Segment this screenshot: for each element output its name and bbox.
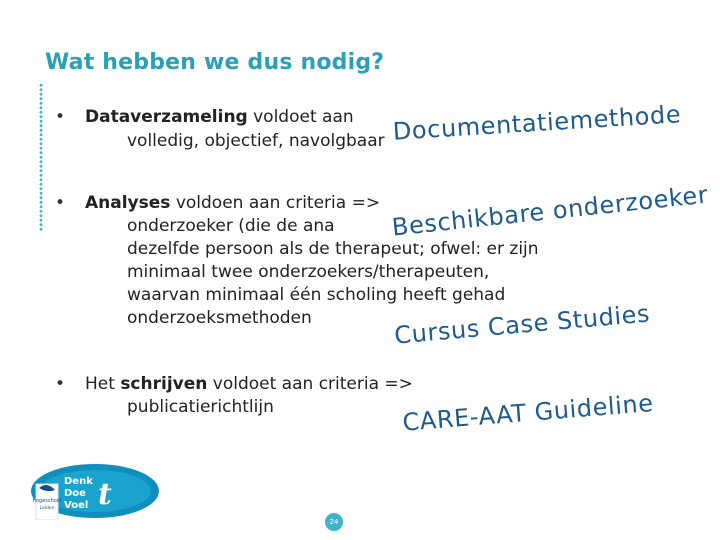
- bullet-3-pre: Het: [85, 374, 121, 394]
- svg-text:Doe: Doe: [64, 488, 86, 499]
- svg-text:Leiden: Leiden: [39, 506, 55, 511]
- bullet-marker: •: [55, 374, 66, 394]
- hogeschool-leiden-logo: [28, 462, 162, 520]
- bullet-3-line: publicatierichtlijn: [127, 397, 274, 417]
- bullet-2-line: minimaal twee onderzoekers/therapeuten,: [127, 262, 490, 282]
- bullet-2-line: onderzoeker (die de ana: [127, 216, 335, 236]
- svg-text:Denk: Denk: [64, 476, 93, 487]
- bullet-2-line: waarvan minimaal één scholing heeft gehad: [127, 285, 506, 305]
- banner-care-aat-guideline: CARE-AAT Guideline: [395, 354, 694, 441]
- banner-cursus-case-studies: Cursus Case Studies: [386, 264, 688, 354]
- bullet-2-line: dezelfde persoon als de therapeut; ofwel: er zijn: [127, 239, 539, 259]
- svg-text:t: t: [98, 477, 112, 512]
- page-number: 24: [325, 513, 343, 531]
- bullet-1-line: volledig, objectief, navolgbaar: [127, 131, 385, 151]
- svg-text:hogeschool: hogeschool: [32, 498, 62, 504]
- bullet-2-rest: voldoen aan criteria =>: [170, 193, 381, 213]
- bullet-3-text: [85, 373, 413, 395]
- banner-documentatiemethode: Documentatiemethode: [386, 71, 707, 150]
- bullet-3-bold: schrijven: [120, 374, 208, 394]
- bullet-1-text: [85, 106, 354, 128]
- banner-beschikbare-onderzoeker: Beschikbare onderzoeker: [384, 153, 689, 246]
- bullet-1-rest: voldoet aan: [247, 107, 354, 127]
- bullet-2-text: [85, 192, 380, 214]
- bullet-1-bold: Dataverzameling: [85, 107, 248, 127]
- svg-text:Voel: Voel: [64, 500, 89, 511]
- bullet-2-bold: Analyses: [85, 193, 171, 213]
- bullet-marker: •: [55, 193, 66, 213]
- bullet-3-rest: voldoet aan criteria =>: [207, 374, 413, 394]
- bullet-2-line: onderzoeksmethoden: [127, 308, 312, 328]
- slide-title: Wat hebben we dus nodig?: [45, 50, 385, 75]
- bullet-marker: •: [55, 107, 66, 127]
- dotted-divider: [39, 83, 43, 231]
